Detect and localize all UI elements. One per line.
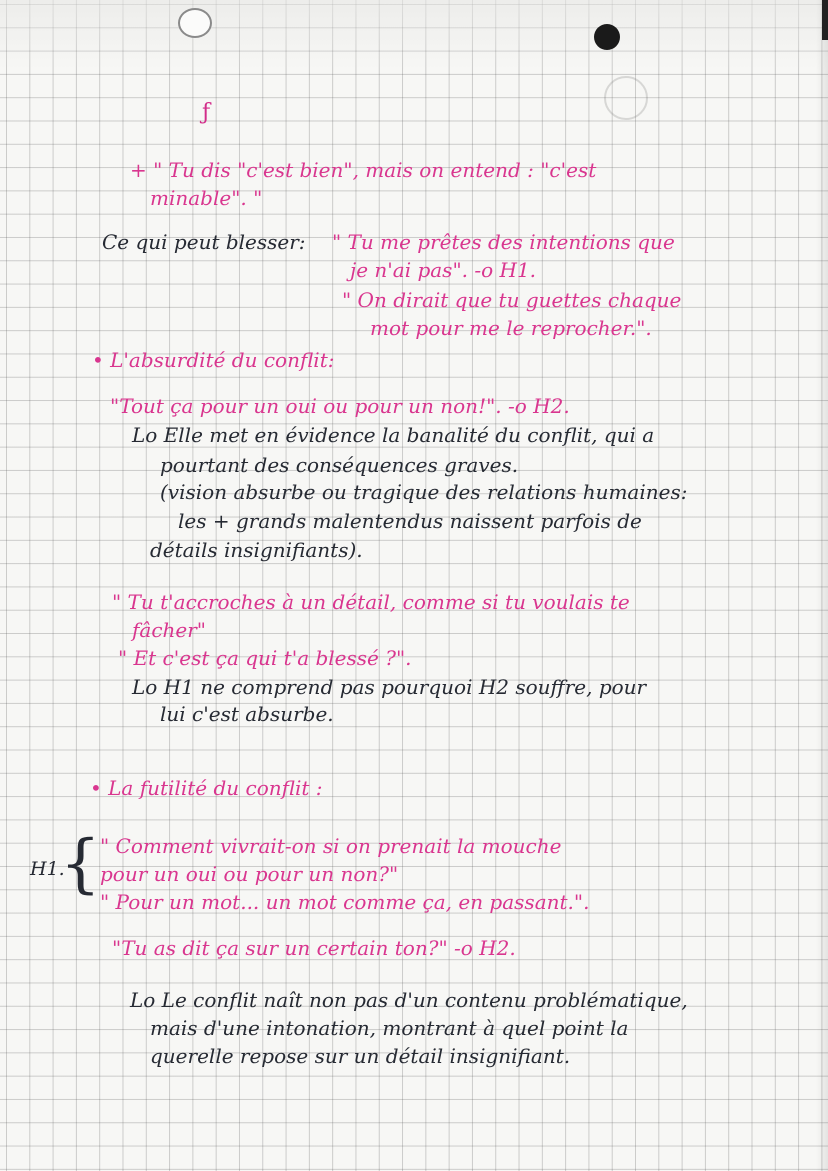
punch-hole-right [594,24,620,50]
quote-line: " Tu t'accroches à un détail, comme si tu voulais te [112,590,630,614]
note-line: (vision absurbe ou tragique des relations humaines: [160,480,688,504]
quote-line: " Pour un mot... un mot comme ça, en passant.". [100,890,590,914]
binding-strip [822,0,828,40]
quote-line: "Tu as dit ça sur un certain ton?" -o H2. [112,936,516,960]
pen-mark: ƒ [202,100,211,125]
note-line: lui c'est absurbe. [160,702,334,726]
ring-imprint [604,76,648,120]
note-line: détails insignifiants). [150,538,363,562]
note-line: Lo Elle met en évidence la banalité du conflit, qui a [132,423,655,447]
note-line: Ce qui peut blesser: [102,230,306,254]
section-heading-futilite: • La futilité du conflit : [90,776,323,800]
section-heading-absurdite: • L'absurdité du conflit: [92,348,335,372]
quote-line: " Et c'est ça qui t'a blessé ?". [118,646,412,670]
note-line: mais d'une intonation, montrant à quel point la [150,1016,629,1040]
note-line: + " Tu dis "c'est bien", mais on entend : "c'est [130,158,597,182]
note-line: Lo Le conflit naît non pas d'un contenu problématique, [130,988,688,1012]
quote-line: " Comment vivrait-on si on prenait la mouche [100,834,562,858]
quote-line: fâcher" [132,618,207,642]
curly-brace: { [60,827,101,901]
note-line: querelle repose sur un détail insignifiant. [150,1044,571,1068]
note-line: mot pour me le reprocher.". [370,316,652,340]
quote-line: "Tout ça pour un oui ou pour un non!". -o H2. [110,394,570,418]
quote-line: pour un oui ou pour un non?" [100,862,399,886]
note-line: " On dirait que tu guettes chaque [342,288,682,312]
note-line: minable". " [150,186,263,210]
page-binding-shadow [816,0,828,1171]
speaker-label-h1: H1. [30,858,65,880]
page-top-edge [0,0,828,70]
note-line: " Tu me prêtes des intentions que [332,230,675,254]
note-line: les + grands malentendus naissent parfois de [178,509,642,533]
note-line: pourtant des conséquences graves. [160,453,519,477]
note-line: Lo H1 ne comprend pas pourquoi H2 souffre, pour [132,675,647,699]
punch-hole-left [178,8,212,38]
note-line: je n'ai pas". -o H1. [350,258,537,282]
